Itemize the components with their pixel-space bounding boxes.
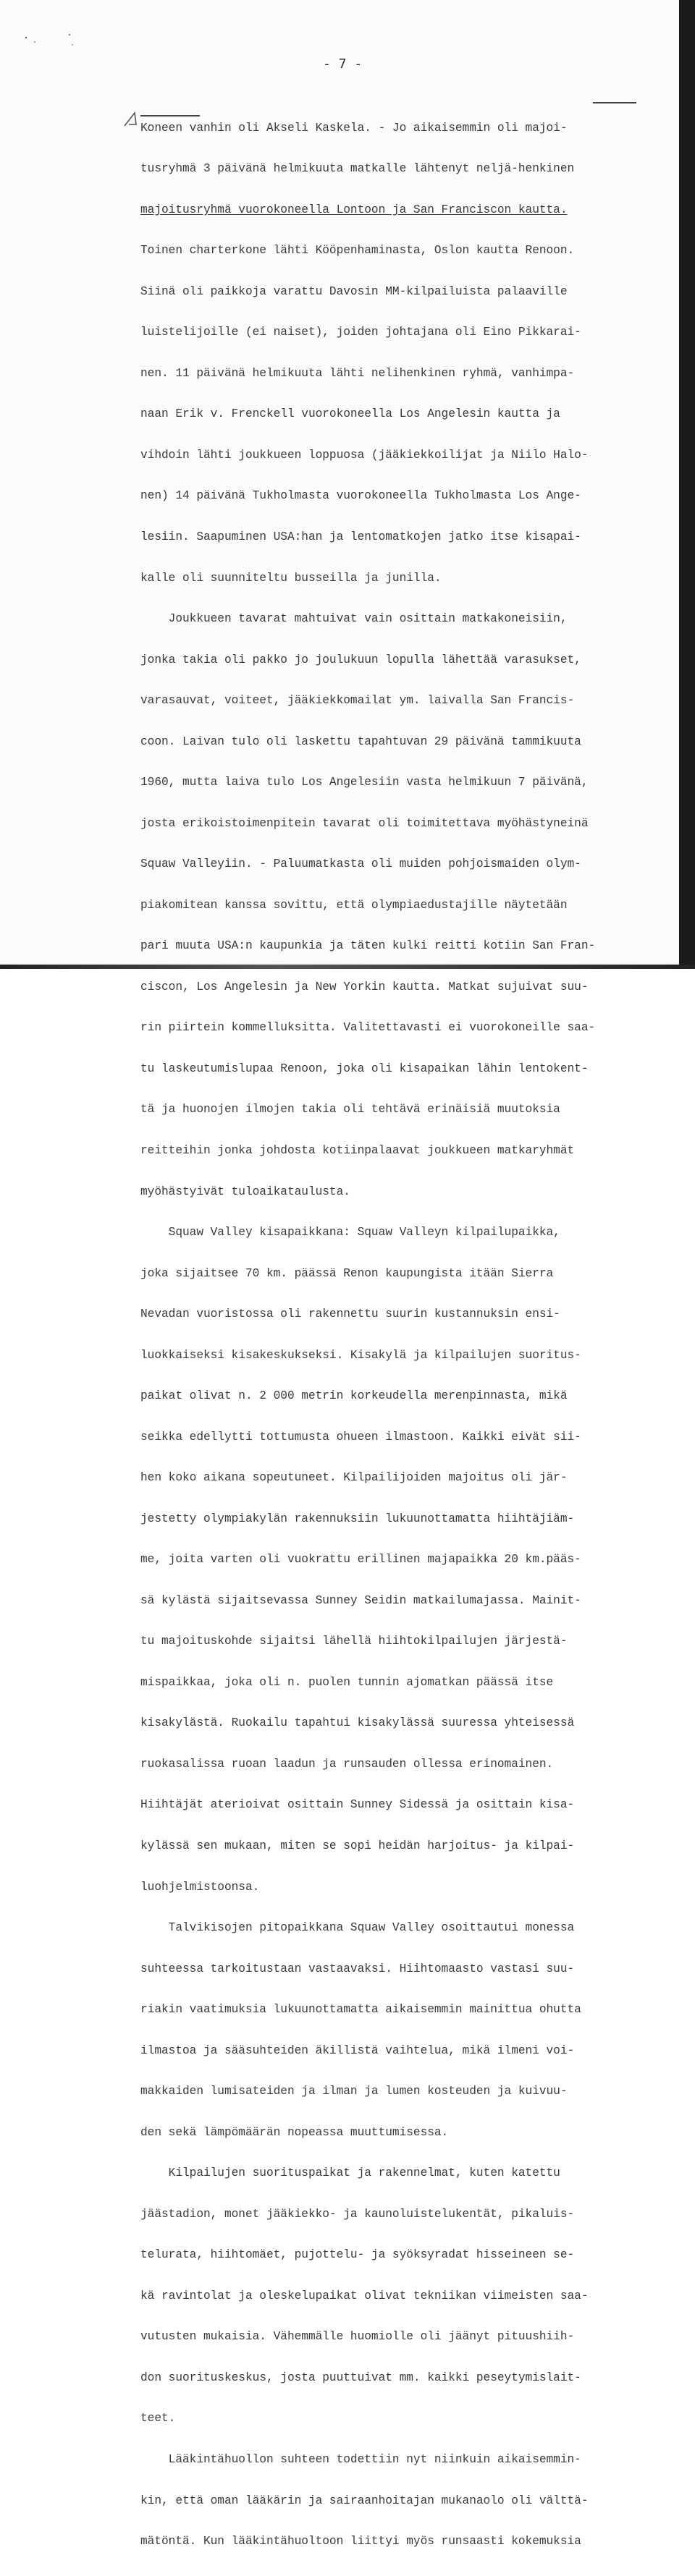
text-line: Toinen charterkone lähti Kööpenhaminasta, Oslon kautta Renoon. bbox=[140, 244, 575, 258]
text-line: me, joita varten oli vuokrattu erillinen majapaikka 20 km.pääs- bbox=[140, 1553, 581, 1567]
text-line: myöhästyivät tuloaikataulusta. bbox=[140, 1185, 350, 1198]
text-line: varasauvat, voiteet, jääkiekkomailat ym. laivalla San Francis- bbox=[140, 694, 575, 708]
section-heading-line: Squaw Valley kisapaikkana: Squaw Valleyn kilpailupaikka, bbox=[140, 1226, 560, 1240]
text-line: pari muuta USA:n kaupunkia ja täten kulki reitti kotiin San Fran- bbox=[140, 939, 596, 953]
text-line: ilmastoa ja sääsuhteiden äkillistä vaihtelua, mikä ilmeni voi- bbox=[140, 2043, 575, 2057]
text-line: Koneen vanhin oli Akseli Kaskela. - Jo aikaisemmin oli majoi- bbox=[140, 121, 568, 135]
text-line: jestetty olympiakylän rakennuksiin lukuunottamatta hiihtäjiäm- bbox=[140, 1512, 575, 1525]
text-line: naan Erik v. Frenckell vuorokoneella Los Angelesin kautta ja bbox=[140, 407, 560, 421]
text-line: vihdoin lähti joukkueen loppuosa (jääkiekkoilijat ja Niilo Halo- bbox=[140, 448, 589, 462]
text-line: tu majoituskohde sijaitsi lähellä hiihtokilpailujen järjestä- bbox=[140, 1635, 568, 1648]
text-line: luokkaiseksi kisakeskukseksi. Kisakylä ja kilpailujen suoritus- bbox=[140, 1348, 581, 1362]
text-line: joka sijaitsee 70 km. päässä Renon kaupungista itään Sierra bbox=[140, 1266, 554, 1280]
text-line: ciscon, Los Angelesin ja New Yorkin kautta. Matkat sujuivat suu- bbox=[140, 980, 589, 993]
text-line: kä ravintolat ja oleskelupaikat olivat tekniikan viimeisten saa- bbox=[140, 2289, 589, 2302]
text-line: kisakylästä. Ruokailu tapahtui kisakylässä suuressa yhteisessä bbox=[140, 1716, 575, 1730]
text-line: vutusten mukaisia. Vähemmälle huomiolle oli jäänyt pituushiih- bbox=[140, 2330, 575, 2344]
text-line: telurata, hiihtomäet, pujottelu- ja syöksyradat hisseineen se- bbox=[140, 2248, 575, 2262]
handwritten-strike-mark bbox=[139, 109, 204, 124]
text-line: majoitusryhmä vuorokoneella Lontoon ja San Franciscon kautta. bbox=[140, 203, 568, 216]
text-line: riakin vaatimuksia lukuunottamatta aikaisemmin mainittua ohutta bbox=[140, 2003, 581, 2017]
text-line: Talvikisojen pitopaikkana Squaw Valley osoittautui monessa bbox=[140, 1921, 575, 1935]
text-line: ruokasalissa ruoan laadun ja runsauden ollessa erinomainen. bbox=[140, 1757, 554, 1771]
page-number: - 7 - bbox=[323, 56, 363, 72]
text-line: Siinä oli paikkoja varattu Davosin MM-kilpailuista palaaville bbox=[140, 284, 568, 298]
text-line: jonka takia oli pakko jo joulukuun lopulla lähettää varasukset, bbox=[140, 653, 581, 666]
text-line: kin, että oman lääkärin ja sairaanhoitajan mukanaolo oli välttä- bbox=[140, 2494, 589, 2507]
text-line: tusryhmä 3 päivänä helmikuuta matkalle lähtenyt neljä-henkinen bbox=[140, 162, 575, 176]
text-line: suhteessa tarkoitustaan vastaavaksi. Hiihtomaasto vastasi suu- bbox=[140, 1962, 575, 1975]
scan-edge-right bbox=[679, 0, 695, 969]
text-line: don suorituskeskus, josta puuttuivat mm. kaikki peseytymislait- bbox=[140, 2370, 581, 2384]
scan-specks bbox=[20, 29, 85, 58]
text-line: nen. 11 päivänä helmikuuta lähti nelihenkinen ryhmä, vanhimpa- bbox=[140, 366, 575, 380]
body-text bbox=[140, 94, 676, 2576]
text-line: tu laskeutumislupaa Renoon, joka oli kisapaikan lähin lentokent- bbox=[140, 1062, 589, 1075]
text-line: reitteihin jonka johdosta kotiinpalaavat joukkueen matkaryhmät bbox=[140, 1143, 575, 1157]
text-line: mispaikkaa, joka oli n. puolen tunnin ajomatkan päässä itse bbox=[140, 1675, 554, 1689]
text-line: tä ja huonojen ilmojen takia oli tehtävä erinäisiä muutoksia bbox=[140, 1103, 560, 1117]
text-line: rin piirtein kommelluksitta. Valitettavasti ei vuorokoneille saa- bbox=[140, 1021, 596, 1035]
text-line: makkaiden lumisateiden ja ilman ja lumen kosteuden ja kuivuu- bbox=[140, 2085, 568, 2098]
text-line: sä kylästä sijaitsevassa Sunney Seidin matkailumajassa. Mainit- bbox=[140, 1593, 581, 1607]
text-line: paikat olivat n. 2 000 metrin korkeudella merenpinnasta, mikä bbox=[140, 1389, 568, 1403]
text-line: luohjelmistoonsa. bbox=[140, 1880, 260, 1894]
text-line: piakomitean kanssa sovittu, että olympiaedustajille näytetään bbox=[140, 898, 568, 912]
text-line: nen) 14 päivänä Tukholmasta vuorokoneella Tukholmasta Los Ange- bbox=[140, 489, 581, 503]
text-line: Lääkintähuollon suhteen todettiin nyt niinkuin aikaisemmin- bbox=[140, 2452, 581, 2466]
text-line: kalle oli suunniteltu busseilla ja junilla. bbox=[140, 571, 442, 585]
scan-edge-bottom bbox=[0, 965, 695, 969]
text-line: den sekä lämpömäärän nopeassa muuttumisessa. bbox=[140, 2125, 449, 2139]
text-line: Squaw Valleyiin. - Paluumatkasta oli muiden pohjoismaiden olym- bbox=[140, 857, 581, 871]
text-line: jäästadion, monet jääkiekko- ja kaunoluistelukentät, pikaluis- bbox=[140, 2207, 575, 2221]
text-line: seikka edellytti tottumusta ohueen ilmastoon. Kaikki eivät sii- bbox=[140, 1430, 581, 1444]
text-line: Joukkueen tavarat mahtuivat vain osittain matkakoneisiin, bbox=[140, 612, 568, 626]
text-line: kylässä sen mukaan, miten se sopi heidän harjoitus- ja kilpai- bbox=[140, 1839, 575, 1852]
text-line: mätöntä. Kun lääkintähuoltoon liittyi myös runsaasti kokemuksia bbox=[140, 2535, 581, 2549]
text-line: Hiihtäjät aterioivat osittain Sunney Sidessä ja osittain kisa- bbox=[140, 1798, 575, 1812]
text-line: josta erikoistoimenpitein tavarat oli toimitettava myöhästyneinä bbox=[140, 816, 589, 830]
text-line: coon. Laivan tulo oli laskettu tapahtuvan 29 päivänä tammikuuta bbox=[140, 734, 581, 748]
text-line: Kilpailujen suorituspaikat ja rakennelmat, kuten katettu bbox=[140, 2166, 560, 2180]
text-line: Nevadan vuoristossa oli rakennettu suurin kustannuksin ensi- bbox=[140, 1308, 560, 1321]
text-line: 1960, mutta laiva tulo Los Angelesiin vasta helmikuun 7 päivänä, bbox=[140, 776, 589, 789]
text-line: teet. bbox=[140, 2412, 176, 2425]
text-line: luistelijoille (ei naiset), joiden johtajana oli Eino Pikkarai- bbox=[140, 326, 581, 339]
text-line: hen koko aikana sopeutuneet. Kilpailijoiden majoitus oli jär- bbox=[140, 1471, 568, 1485]
handwritten-strike-mark bbox=[590, 94, 641, 110]
text-line: lesiin. Saapuminen USA:han ja lentomatkojen jatko itse kisapai- bbox=[140, 530, 581, 543]
